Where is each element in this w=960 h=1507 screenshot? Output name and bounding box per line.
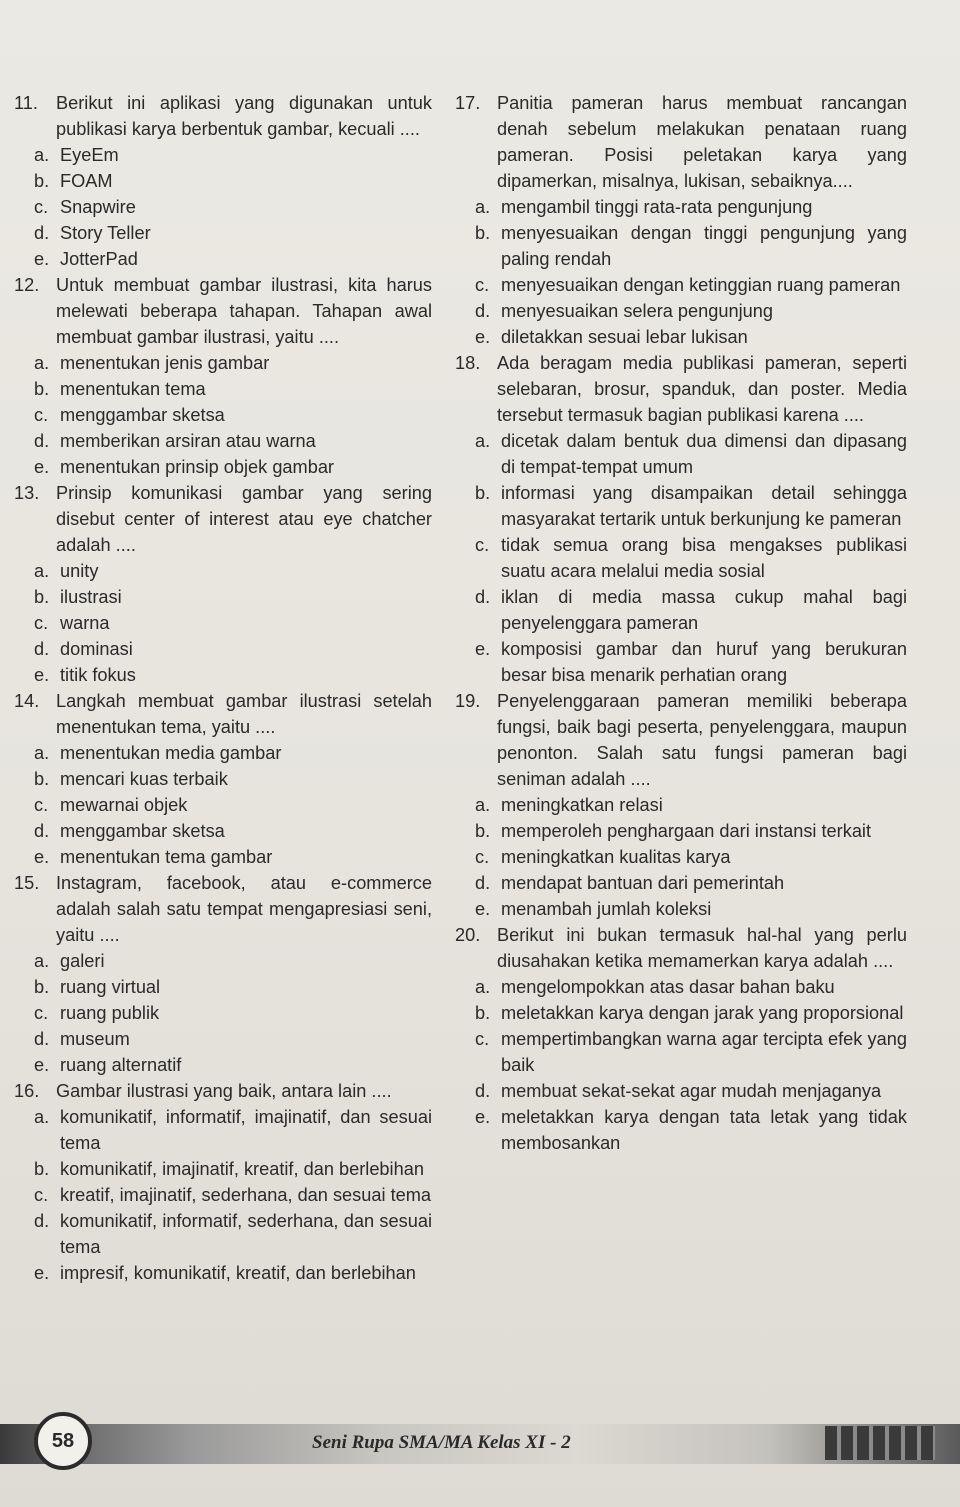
option-12a: a. menentukan jenis gambar	[34, 353, 270, 373]
option-13a: a. unity	[34, 561, 99, 581]
question-11: 11. Berikut ini aplikasi yang digunakan untuk publikasi karya berbentuk gambar, kecuali ....	[14, 93, 432, 139]
option-13c: c. warna	[34, 613, 110, 633]
option-15a: a. galeri	[34, 951, 105, 971]
option-18c: c. tidak semua orang bisa mengakses publikasi suatu acara melalui media sosial	[475, 535, 907, 581]
option-12c: c. menggambar sketsa	[34, 405, 225, 425]
question-16: 16. Gambar ilustrasi yang baik, antara lain ....	[14, 1081, 392, 1101]
option-19d: d. mendapat bantuan dari pemerintah	[475, 873, 785, 893]
option-17a: a. mengambil tinggi rata-rata pengunjung	[475, 197, 813, 217]
option-18d: d. iklan di media massa cukup mahal bagi penyelenggara pameran	[475, 587, 907, 633]
question-13: 13. Prinsip komunikasi gambar yang sering disebut center of interest atau eye chatcher adalah ....	[14, 483, 432, 555]
option-11b: b. FOAM	[34, 171, 113, 191]
option-20e: e. meletakkan karya dengan tata letak yang tidak membosankan	[475, 1107, 907, 1153]
option-14a: a. menentukan media gambar	[34, 743, 282, 763]
option-20b: b. meletakkan karya dengan jarak yang proporsional	[475, 1003, 904, 1023]
left-column	[14, 90, 432, 1286]
question-14: 14. Langkah membuat gambar ilustrasi setelah menentukan tema, yaitu ....	[14, 691, 432, 737]
option-17b: b. menyesuaikan dengan tinggi pengunjung yang paling rendah	[475, 223, 907, 269]
option-16a: a. komunikatif, informatif, imajinatif, dan sesuai tema	[34, 1107, 432, 1153]
question-15: 15. Instagram, facebook, atau e-commerce adalah salah satu tempat mengapresiasi seni, yaitu ....	[14, 873, 432, 945]
option-13d: d. dominasi	[34, 639, 133, 659]
option-15b: b. ruang virtual	[34, 977, 161, 997]
option-19e: e. menambah jumlah koleksi	[475, 899, 712, 919]
option-17e: e. diletakkan sesuai lebar lukisan	[475, 327, 748, 347]
option-14d: d. menggambar sketsa	[34, 821, 225, 841]
option-12b: b. menentukan tema	[34, 379, 206, 399]
option-16e: e. impresif, komunikatif, kreatif, dan berlebihan	[34, 1263, 416, 1283]
question-19: 19. Penyelenggaraan pameran memiliki beberapa fungsi, baik bagi peserta, penyelenggara, maupun penonton. Salah satu fungsi pameran bagi seniman adalah ....	[455, 691, 907, 789]
option-17c: c. menyesuaikan dengan ketinggian ruang pameran	[475, 275, 901, 295]
question-20: 20. Berikut ini bukan termasuk hal-hal yang perlu diusahakan ketika memamerkan karya adalah ....	[455, 925, 907, 971]
option-12d: d. memberikan arsiran atau warna	[34, 431, 316, 451]
option-15e: e. ruang alternatif	[34, 1055, 182, 1075]
option-18a: a. dicetak dalam bentuk dua dimensi dan dipasang di tempat-tempat umum	[475, 431, 907, 477]
option-13b: b. ilustrasi	[34, 587, 122, 607]
book-title: Seni Rupa SMA/MA Kelas XI - 2	[312, 1432, 571, 1453]
option-12e: e. menentukan prinsip objek gambar	[34, 457, 334, 477]
option-20a: a. mengelompokkan atas dasar bahan baku	[475, 977, 835, 997]
option-11a: a. EyeEm	[34, 145, 119, 165]
option-19c: c. meningkatkan kualitas karya	[475, 847, 731, 867]
option-16b: b. komunikatif, imajinatif, kreatif, dan berlebihan	[34, 1159, 424, 1179]
option-20d: d. membuat sekat-sekat agar mudah menjaganya	[475, 1081, 882, 1101]
question-17: 17. Panitia pameran harus membuat rancangan denah sebelum melakukan penataan ruang pameran. Posisi peletakan karya yang dipamerkan, misalnya, lukisan, sebaiknya....	[455, 93, 907, 191]
option-18b: b. informasi yang disampaikan detail sehingga masyarakat tertarik untuk berkunjung ke pameran	[475, 483, 907, 529]
option-11c: c. Snapwire	[34, 197, 136, 217]
question-18: 18. Ada beragam media publikasi pameran, seperti selebaran, brosur, spanduk, dan poster. Media tersebut termasuk bagian publikasi karena ....	[455, 353, 907, 425]
option-13e: e. titik fokus	[34, 665, 136, 685]
question-12: 12. Untuk membuat gambar ilustrasi, kita harus melewati beberapa tahapan. Tahapan awal membuat gambar ilustrasi, yaitu ....	[14, 275, 432, 347]
option-15d: d. museum	[34, 1029, 130, 1049]
option-17d: d. menyesuaikan selera pengunjung	[475, 301, 773, 321]
option-11e: e. JotterPad	[34, 249, 138, 269]
option-18e: e. komposisi gambar dan huruf yang berukuran besar bisa menarik perhatian orang	[475, 639, 907, 685]
footer-corner-pattern	[825, 1426, 935, 1460]
option-19b: b. memperoleh penghargaan dari instansi terkait	[475, 821, 872, 841]
page-footer	[0, 1412, 960, 1474]
option-15c: c. ruang publik	[34, 1003, 160, 1023]
option-19a: a. meningkatkan relasi	[475, 795, 663, 815]
option-16c: c. kreatif, imajinatif, sederhana, dan sesuai tema	[34, 1185, 432, 1205]
option-11d: d. Story Teller	[34, 223, 151, 243]
option-14b: b. mencari kuas terbaik	[34, 769, 228, 789]
option-14c: c. mewarnai objek	[34, 795, 188, 815]
page-number: 58	[34, 1412, 92, 1470]
option-20c: c. mempertimbangkan warna agar tercipta efek yang baik	[475, 1029, 907, 1075]
option-14e: e. menentukan tema gambar	[34, 847, 273, 867]
option-16d: d. komunikatif, informatif, sederhana, dan sesuai tema	[34, 1211, 432, 1257]
right-column	[455, 90, 907, 1156]
